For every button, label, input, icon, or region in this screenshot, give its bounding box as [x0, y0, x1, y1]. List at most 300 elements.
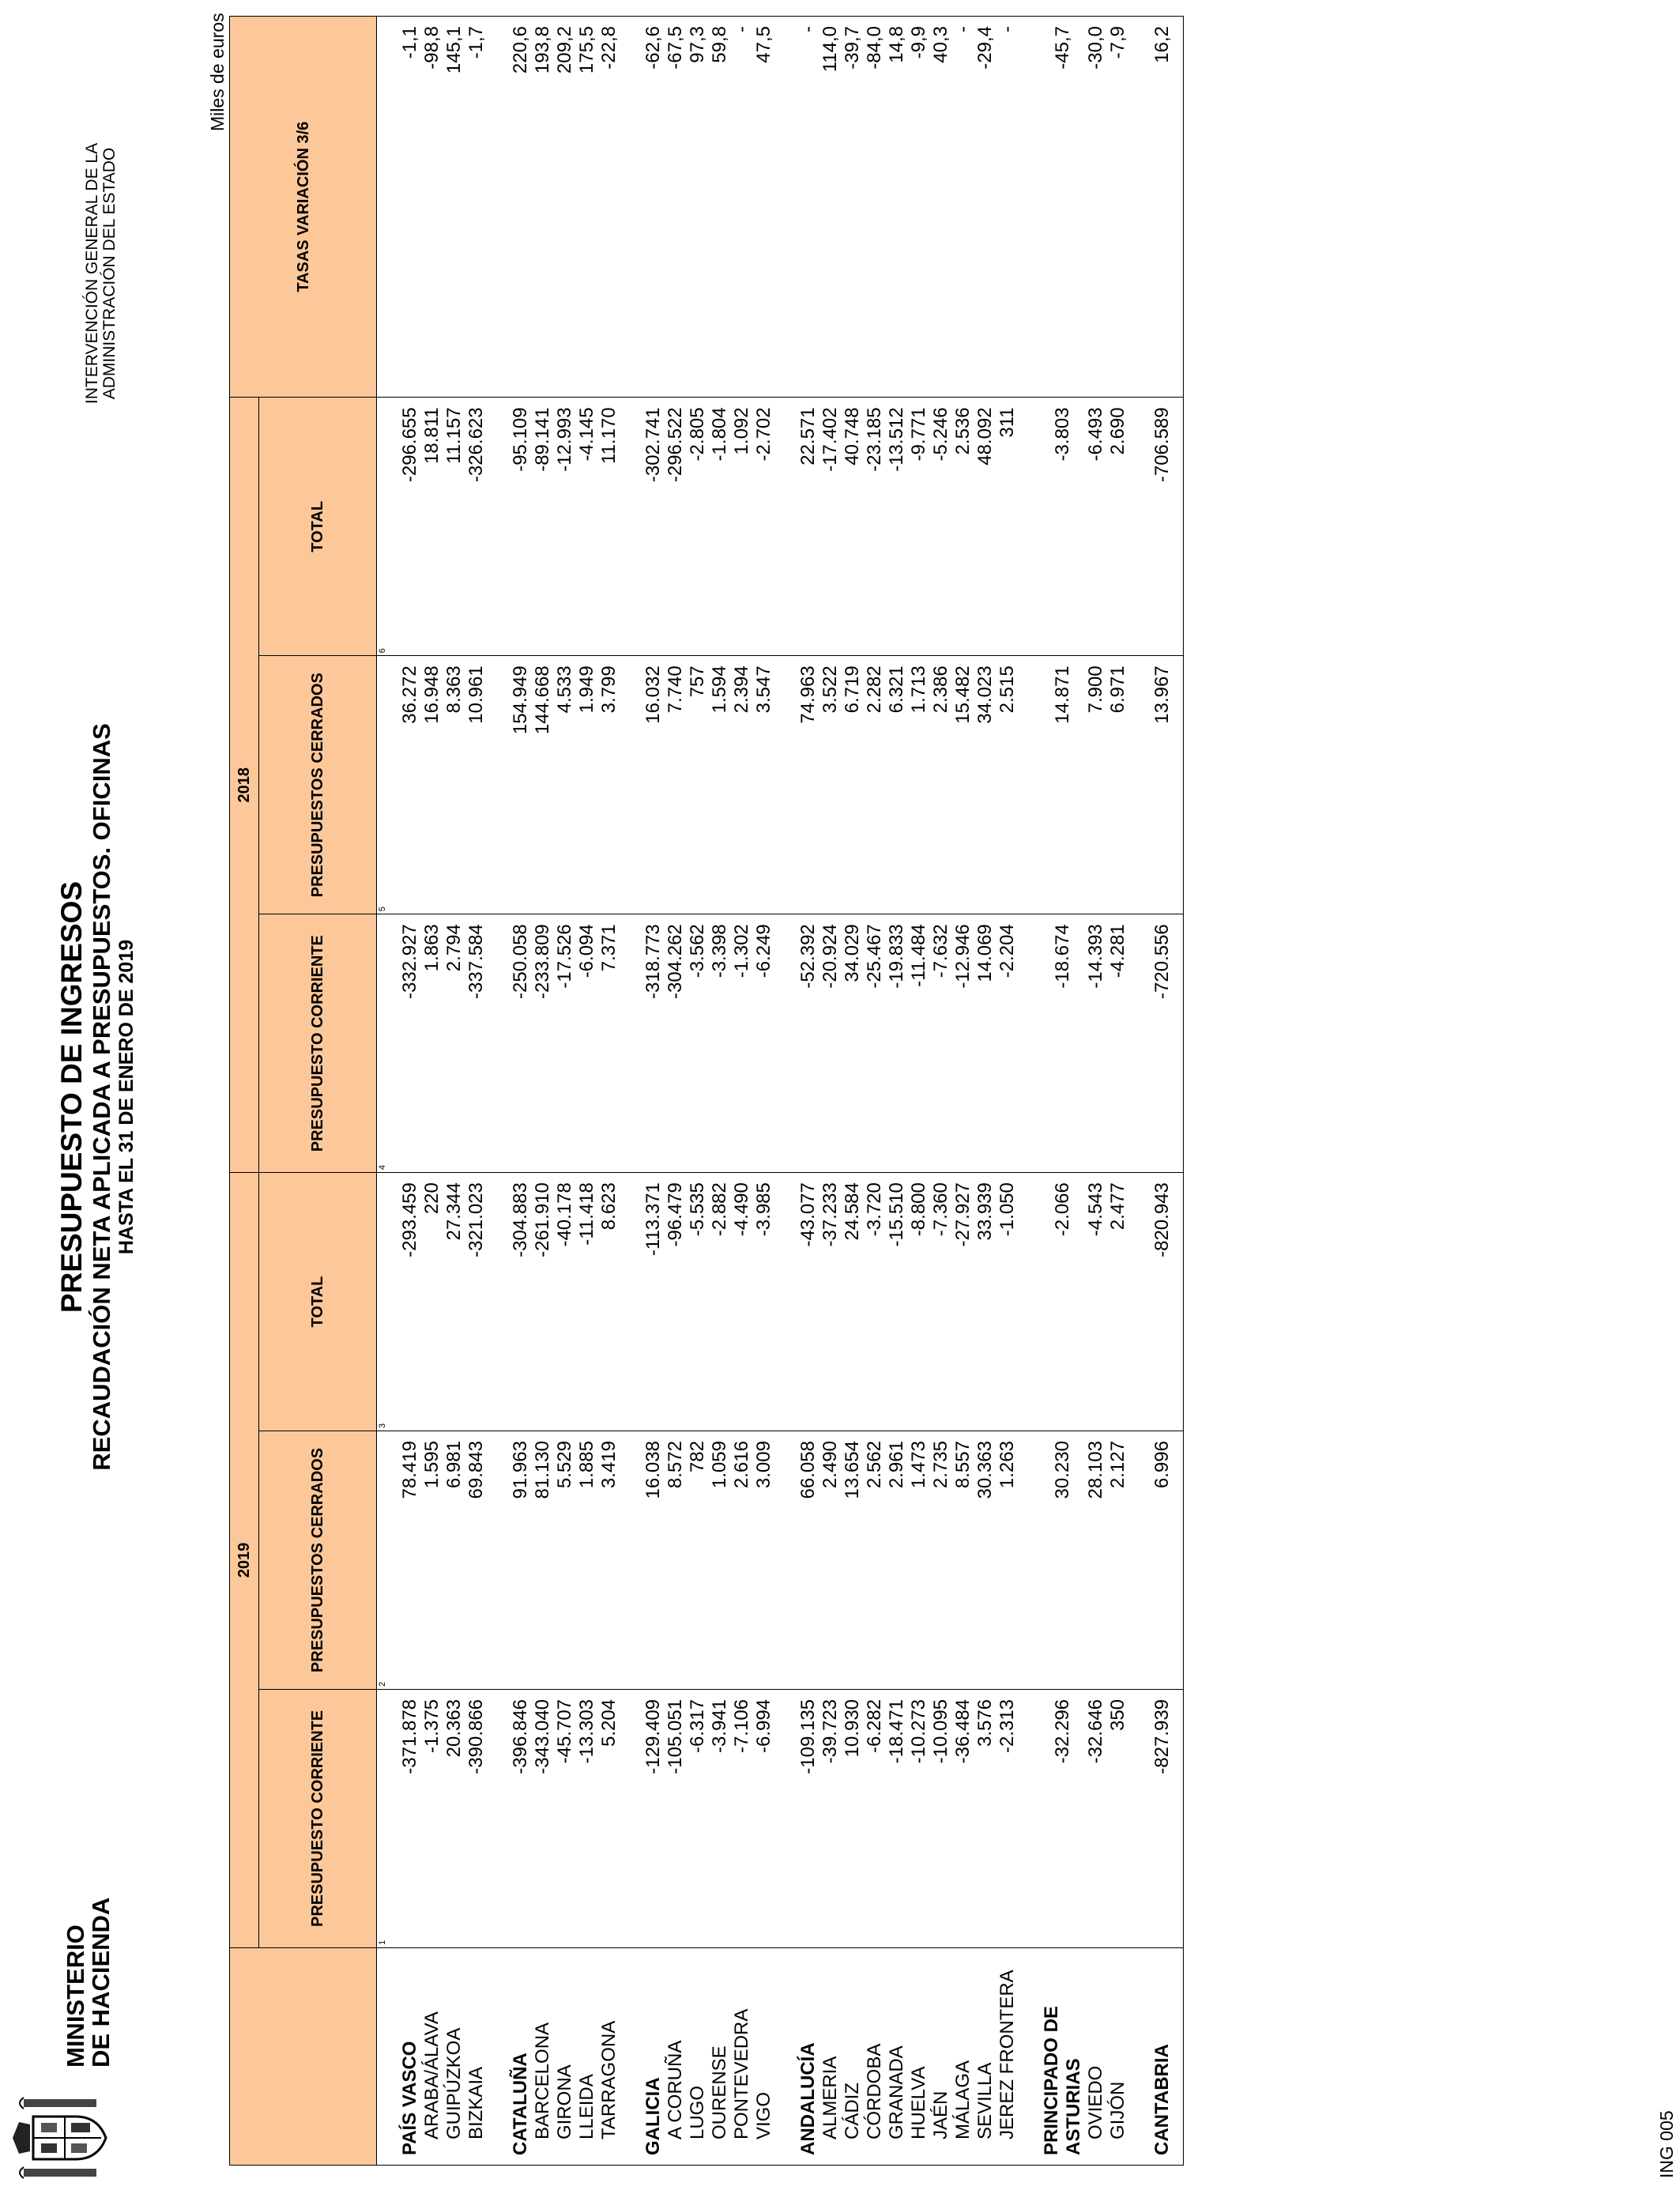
spacer-cell: [1129, 1689, 1151, 1947]
value-cell: 48.092: [974, 398, 996, 656]
value-cell: -37.233: [819, 1173, 842, 1431]
value-cell: 59,8: [709, 17, 731, 398]
value-cell: -10.273: [908, 1689, 930, 1947]
value-cell: -3.398: [709, 914, 731, 1173]
office-row: [996, 17, 1019, 2166]
value-cell: -302.741: [642, 398, 665, 656]
value-cell: -332.927: [390, 914, 421, 1173]
value-cell: -1.050: [996, 1173, 1019, 1431]
value-cell: -827.939: [1151, 1689, 1184, 1947]
office-row: [974, 17, 996, 2166]
office-name: MÁLAGA: [952, 1947, 974, 2165]
office-name: PRINCIPADO DE ASTURIAS: [1041, 1947, 1085, 2165]
value-cell: 6.321: [886, 656, 908, 914]
value-cell: 2.690: [1107, 398, 1129, 656]
value-cell: -18.471: [886, 1689, 908, 1947]
value-cell: -105.051: [665, 1689, 687, 1947]
value-cell: 6.719: [842, 656, 864, 914]
office-row: [753, 17, 775, 2166]
value-cell: 2.562: [864, 1431, 886, 1690]
value-cell: -3.803: [1041, 398, 1085, 656]
value-cell: 6.971: [1107, 656, 1129, 914]
value-cell: 3.009: [753, 1431, 775, 1690]
office-row: [532, 17, 554, 2166]
spacer-cell: [488, 914, 510, 1173]
value-cell: 10.930: [842, 1689, 864, 1947]
column-number: 4: [377, 914, 390, 1173]
value-cell: 154.949: [510, 656, 532, 914]
value-cell: 18.811: [421, 398, 443, 656]
office-name: BIZKAIA: [465, 1947, 488, 2165]
col-header-corriente-2019: PRESUPUESTO CORRIENTE: [259, 1689, 377, 1947]
value-cell: -18.674: [1041, 914, 1085, 1173]
spacer-cell: [488, 17, 510, 398]
col-header-total-2019: TOTAL: [259, 1173, 377, 1431]
value-cell: -4.490: [731, 1173, 753, 1431]
value-cell: 6.996: [1151, 1431, 1184, 1690]
value-cell: -10.095: [930, 1689, 952, 1947]
value-cell: 2.490: [819, 1431, 842, 1690]
value-cell: -12.993: [554, 398, 576, 656]
office-name: BARCELONA: [532, 1947, 554, 2165]
office-name: JEREZ FRONTERA: [996, 1947, 1019, 2165]
value-cell: -343.040: [532, 1689, 554, 1947]
value-cell: 74.963: [797, 656, 819, 914]
value-cell: -7.106: [731, 1689, 753, 1947]
spacer-cell: [1019, 17, 1041, 398]
office-name: LUGO: [687, 1947, 709, 2165]
spacer-cell: [775, 656, 797, 914]
spacer-cell: [1129, 398, 1151, 656]
value-cell: 40.748: [842, 398, 864, 656]
value-cell: -12.946: [952, 914, 974, 1173]
value-cell: 24.584: [842, 1173, 864, 1431]
office-row: [930, 17, 952, 2166]
office-name: GIJÓN: [1107, 1947, 1129, 2165]
column-number: 2: [377, 1431, 390, 1690]
tasas-header: TASAS VARIACIÓN 3/6: [230, 17, 377, 398]
column-number-row: [377, 17, 390, 2166]
value-cell: 30.363: [974, 1431, 996, 1690]
value-cell: -296.522: [665, 398, 687, 656]
value-cell: -: [797, 17, 819, 398]
office-row: [886, 17, 908, 2166]
value-cell: 350: [1107, 1689, 1129, 1947]
value-cell: -: [952, 17, 974, 398]
value-cell: 13.654: [842, 1431, 864, 1690]
spacer-cell: [1129, 1173, 1151, 1431]
value-cell: -318.773: [642, 914, 665, 1173]
spacer-cell: [488, 1689, 510, 1947]
value-cell: -6.317: [687, 1689, 709, 1947]
value-cell: -43.077: [797, 1173, 819, 1431]
value-cell: -13.512: [886, 398, 908, 656]
value-cell: -52.392: [797, 914, 819, 1173]
value-cell: -36.484: [952, 1689, 974, 1947]
value-cell: -84,0: [864, 17, 886, 398]
spacer-cell: [775, 1431, 797, 1690]
spacer-cell: [775, 398, 797, 656]
spacer-cell: [620, 17, 642, 398]
value-cell: -27.927: [952, 1173, 974, 1431]
value-cell: -4.281: [1107, 914, 1129, 1173]
value-cell: -: [731, 17, 753, 398]
value-cell: 2.536: [952, 398, 974, 656]
value-cell: -40.178: [554, 1173, 576, 1431]
value-cell: 311: [996, 398, 1019, 656]
value-cell: 40,3: [930, 17, 952, 398]
value-cell: -20.924: [819, 914, 842, 1173]
spacer-cell: [1019, 656, 1041, 914]
office-name: JAÉN: [930, 1947, 952, 2165]
spacer-row: [775, 17, 797, 2166]
value-cell: 2.794: [443, 914, 465, 1173]
value-cell: 33.939: [974, 1173, 996, 1431]
office-row: [554, 17, 576, 2166]
value-cell: -2.066: [1041, 1173, 1085, 1431]
spacer-cell: [620, 914, 642, 1173]
value-cell: 3.547: [753, 656, 775, 914]
value-cell: 97,3: [687, 17, 709, 398]
value-cell: 1.473: [908, 1431, 930, 1690]
value-cell: 1.594: [709, 656, 731, 914]
value-cell: -337.584: [465, 914, 488, 1173]
value-cell: 1.059: [709, 1431, 731, 1690]
value-cell: -4.145: [576, 398, 598, 656]
value-cell: -62,6: [642, 17, 665, 398]
value-cell: -6.282: [864, 1689, 886, 1947]
value-cell: 20.363: [443, 1689, 465, 1947]
value-cell: 69.843: [465, 1431, 488, 1690]
value-cell: 2.282: [864, 656, 886, 914]
value-cell: 220,6: [510, 17, 532, 398]
spacer-row: [1019, 17, 1041, 2166]
office-name: CÁDIZ: [842, 1947, 864, 2165]
value-cell: 78.419: [390, 1431, 421, 1690]
value-cell: -25.467: [864, 914, 886, 1173]
value-cell: -129.409: [642, 1689, 665, 1947]
value-cell: 36.272: [390, 656, 421, 914]
value-cell: -9,9: [908, 17, 930, 398]
value-cell: -2.204: [996, 914, 1019, 1173]
region-row: [642, 17, 665, 2166]
units-label: Miles de euros: [207, 13, 228, 131]
value-cell: 16,2: [1151, 17, 1184, 398]
value-cell: 7.740: [665, 656, 687, 914]
value-cell: 27.344: [443, 1173, 465, 1431]
office-name: PONTEVEDRA: [731, 1947, 753, 2165]
office-row: [819, 17, 842, 2166]
value-cell: -95.109: [510, 398, 532, 656]
value-cell: -8.800: [908, 1173, 930, 1431]
value-cell: 28.103: [1085, 1431, 1107, 1690]
column-number: 5: [377, 656, 390, 914]
spacer-row: [620, 17, 642, 2166]
value-cell: -4.543: [1085, 1173, 1107, 1431]
spacer-row: [1129, 17, 1151, 2166]
office-name: CATALUÑA: [510, 1947, 532, 2165]
value-cell: -30,0: [1085, 17, 1107, 398]
value-cell: 2.616: [731, 1431, 753, 1690]
value-cell: 7.900: [1085, 656, 1107, 914]
value-cell: 2.515: [996, 656, 1019, 914]
office-row: [952, 17, 974, 2166]
value-cell: -7.632: [930, 914, 952, 1173]
revenue-table: [229, 16, 1184, 2166]
spacer-cell: [488, 1431, 510, 1690]
value-cell: -261.910: [532, 1173, 554, 1431]
spacer-cell: [1129, 914, 1151, 1173]
spacer-cell: [1019, 398, 1041, 656]
value-cell: 2.394: [731, 656, 753, 914]
spacer-cell: [620, 1173, 642, 1431]
spacer-cell: [620, 1689, 642, 1947]
office-row: [576, 17, 598, 2166]
agency-line-1: INTERVENCIÓN GENERAL DE LA: [83, 142, 101, 405]
report-date: HASTA EL 31 DE ENERO DE 2019: [115, 939, 137, 1255]
value-cell: 220: [421, 1173, 443, 1431]
value-cell: 1.595: [421, 1431, 443, 1690]
office-name: GALICIA: [642, 1947, 665, 2165]
office-name: GUIPÚZKOA: [443, 1947, 465, 2165]
office-row: [421, 17, 443, 2166]
spacer-cell: [1019, 1431, 1041, 1690]
value-cell: 5.204: [598, 1689, 620, 1947]
value-cell: -45,7: [1041, 17, 1085, 398]
office-row: [864, 17, 886, 2166]
value-cell: 34.023: [974, 656, 996, 914]
value-cell: 8.572: [665, 1431, 687, 1690]
office-column-header: [230, 1947, 377, 2165]
value-cell: -2.882: [709, 1173, 731, 1431]
column-number: 3: [377, 1173, 390, 1431]
office-name: GRANADA: [886, 1947, 908, 2165]
value-cell: 47,5: [753, 17, 775, 398]
office-row: [709, 17, 731, 2166]
value-cell: 16.948: [421, 656, 443, 914]
value-cell: -3.941: [709, 1689, 731, 1947]
value-cell: 8.623: [598, 1173, 620, 1431]
office-row: [443, 17, 465, 2166]
value-cell: 15.482: [952, 656, 974, 914]
office-name: ARABA/ÁLAVA: [421, 1947, 443, 2165]
table-body: [377, 17, 1184, 2166]
value-cell: -1.302: [731, 914, 753, 1173]
value-cell: -14.393: [1085, 914, 1107, 1173]
value-cell: -371.878: [390, 1689, 421, 1947]
value-cell: -7.360: [930, 1173, 952, 1431]
value-cell: 3.799: [598, 656, 620, 914]
value-cell: -296.655: [390, 398, 421, 656]
value-cell: 2.961: [886, 1431, 908, 1690]
value-cell: -98,8: [421, 17, 443, 398]
value-cell: 209,2: [554, 17, 576, 398]
column-number: 6: [377, 398, 390, 656]
report-title: PRESUPUESTO DE INGRESOS: [55, 880, 88, 1314]
value-cell: -390.866: [465, 1689, 488, 1947]
office-row: [842, 17, 864, 2166]
value-cell: -3.720: [864, 1173, 886, 1431]
office-name: LLEIDA: [576, 1947, 598, 2165]
spacer-row: [488, 17, 510, 2166]
office-row: [1107, 17, 1129, 2166]
value-cell: -89.141: [532, 398, 554, 656]
office-name: VIGO: [753, 1947, 775, 2165]
value-cell: 5.529: [554, 1431, 576, 1690]
spacer-cell: [1129, 1947, 1151, 2165]
agency-line-2: ADMINISTRACIÓN DEL ESTADO: [100, 147, 119, 400]
column-number-blank: [377, 17, 390, 398]
value-cell: -96.479: [665, 1173, 687, 1431]
value-cell: -6.094: [576, 914, 598, 1173]
value-cell: 1.885: [576, 1431, 598, 1690]
office-name: OVIEDO: [1085, 1947, 1107, 2165]
value-cell: -9.771: [908, 398, 930, 656]
office-row: [465, 17, 488, 2166]
value-cell: 30.230: [1041, 1431, 1085, 1690]
value-cell: 11.170: [598, 398, 620, 656]
value-cell: -67,5: [665, 17, 687, 398]
value-cell: -820.943: [1151, 1173, 1184, 1431]
value-cell: 3.576: [974, 1689, 996, 1947]
value-cell: -5.535: [687, 1173, 709, 1431]
value-cell: 757: [687, 656, 709, 914]
value-cell: 3.522: [819, 656, 842, 914]
spacer-cell: [1129, 1431, 1151, 1690]
office-name: ANDALUCÍA: [797, 1947, 819, 2165]
value-cell: -29,4: [974, 17, 996, 398]
office-row: [908, 17, 930, 2166]
spacer-cell: [1129, 656, 1151, 914]
spacer-cell: [488, 1947, 510, 2165]
value-cell: -1,7: [465, 17, 488, 398]
col-header-cerrados-2019: PRESUPUESTOS CERRADOS: [259, 1431, 377, 1690]
value-cell: -7,9: [1107, 17, 1129, 398]
footer-code: ING 005: [1656, 2110, 1677, 2178]
value-cell: 782: [687, 1431, 709, 1690]
value-cell: -250.058: [510, 914, 532, 1173]
value-cell: -293.459: [390, 1173, 421, 1431]
column-number-blank: [377, 1947, 390, 2165]
value-cell: 114,0: [819, 17, 842, 398]
value-cell: -1,1: [390, 17, 421, 398]
office-name: ALMERIA: [819, 1947, 842, 2165]
value-cell: 2.735: [930, 1431, 952, 1690]
value-cell: -45.707: [554, 1689, 576, 1947]
value-cell: -39,7: [842, 17, 864, 398]
value-cell: 16.032: [642, 656, 665, 914]
value-cell: -321.023: [465, 1173, 488, 1431]
value-cell: 1.949: [576, 656, 598, 914]
year-2018-header: 2018: [230, 398, 259, 1173]
region-row: [1041, 17, 1085, 2166]
value-cell: -22,8: [598, 17, 620, 398]
region-row: [510, 17, 532, 2166]
spacer-cell: [775, 914, 797, 1173]
value-cell: 6.981: [443, 1431, 465, 1690]
col-header-total-2018: TOTAL: [259, 398, 377, 656]
value-cell: -720.556: [1151, 914, 1184, 1173]
value-cell: -2.805: [687, 398, 709, 656]
value-cell: -304.262: [665, 914, 687, 1173]
spacer-cell: [1019, 914, 1041, 1173]
value-cell: -32.296: [1041, 1689, 1085, 1947]
value-cell: 8.363: [443, 656, 465, 914]
spacer-cell: [620, 1947, 642, 2165]
report-subtitle: RECAUDACIÓN NETA APLICADA A PRESUPUESTOS. OFICINAS: [88, 723, 115, 1471]
value-cell: -11.418: [576, 1173, 598, 1431]
year-2019-header: 2019: [230, 1173, 259, 1948]
value-cell: 1.713: [908, 656, 930, 914]
spacer-cell: [775, 17, 797, 398]
spacer-cell: [488, 656, 510, 914]
value-cell: -233.809: [532, 914, 554, 1173]
value-cell: -2.702: [753, 398, 775, 656]
spacer-cell: [620, 1431, 642, 1690]
value-cell: -109.135: [797, 1689, 819, 1947]
value-cell: 1.263: [996, 1431, 1019, 1690]
spacer-cell: [1019, 1947, 1041, 2165]
region-row: [797, 17, 819, 2166]
office-row: [687, 17, 709, 2166]
value-cell: 1.092: [731, 398, 753, 656]
value-cell: 175,5: [576, 17, 598, 398]
value-cell: -1.375: [421, 1689, 443, 1947]
value-cell: -15.510: [886, 1173, 908, 1431]
office-name: SEVILLA: [974, 1947, 996, 2165]
value-cell: 16.038: [642, 1431, 665, 1690]
value-cell: -6.994: [753, 1689, 775, 1947]
spacer-cell: [1019, 1689, 1041, 1947]
agency-name: [84, 92, 119, 455]
value-cell: 10.961: [465, 656, 488, 914]
value-cell: -39.723: [819, 1689, 842, 1947]
value-cell: -6.493: [1085, 398, 1107, 656]
value-cell: 145,1: [443, 17, 465, 398]
value-cell: 14.871: [1041, 656, 1085, 914]
spacer-cell: [1019, 1173, 1041, 1431]
value-cell: 3.419: [598, 1431, 620, 1690]
value-cell: 144.668: [532, 656, 554, 914]
value-cell: -3.985: [753, 1173, 775, 1431]
region-row: [1151, 17, 1184, 2166]
office-name: CÓRDOBA: [864, 1947, 886, 2165]
value-cell: 193,8: [532, 17, 554, 398]
office-name: HUELVA: [908, 1947, 930, 2165]
spacer-cell: [620, 656, 642, 914]
value-cell: 11.157: [443, 398, 465, 656]
ministry-line-1: MINISTERIO: [62, 1924, 89, 2068]
value-cell: 13.967: [1151, 656, 1184, 914]
office-name: GIRONA: [554, 1947, 576, 2165]
value-cell: -396.846: [510, 1689, 532, 1947]
value-cell: 14,8: [886, 17, 908, 398]
value-cell: -: [996, 17, 1019, 398]
office-name: PAÍS VASCO: [390, 1947, 421, 2165]
value-cell: -13.303: [576, 1689, 598, 1947]
value-cell: -113.371: [642, 1173, 665, 1431]
spacer-cell: [488, 1173, 510, 1431]
value-cell: -2.313: [996, 1689, 1019, 1947]
value-cell: -3.562: [687, 914, 709, 1173]
value-cell: -17.526: [554, 914, 576, 1173]
value-cell: 7.371: [598, 914, 620, 1173]
office-row: [731, 17, 753, 2166]
value-cell: -6.249: [753, 914, 775, 1173]
value-cell: -304.883: [510, 1173, 532, 1431]
office-name: CANTABRIA: [1151, 1947, 1184, 2165]
value-cell: 22.571: [797, 398, 819, 656]
